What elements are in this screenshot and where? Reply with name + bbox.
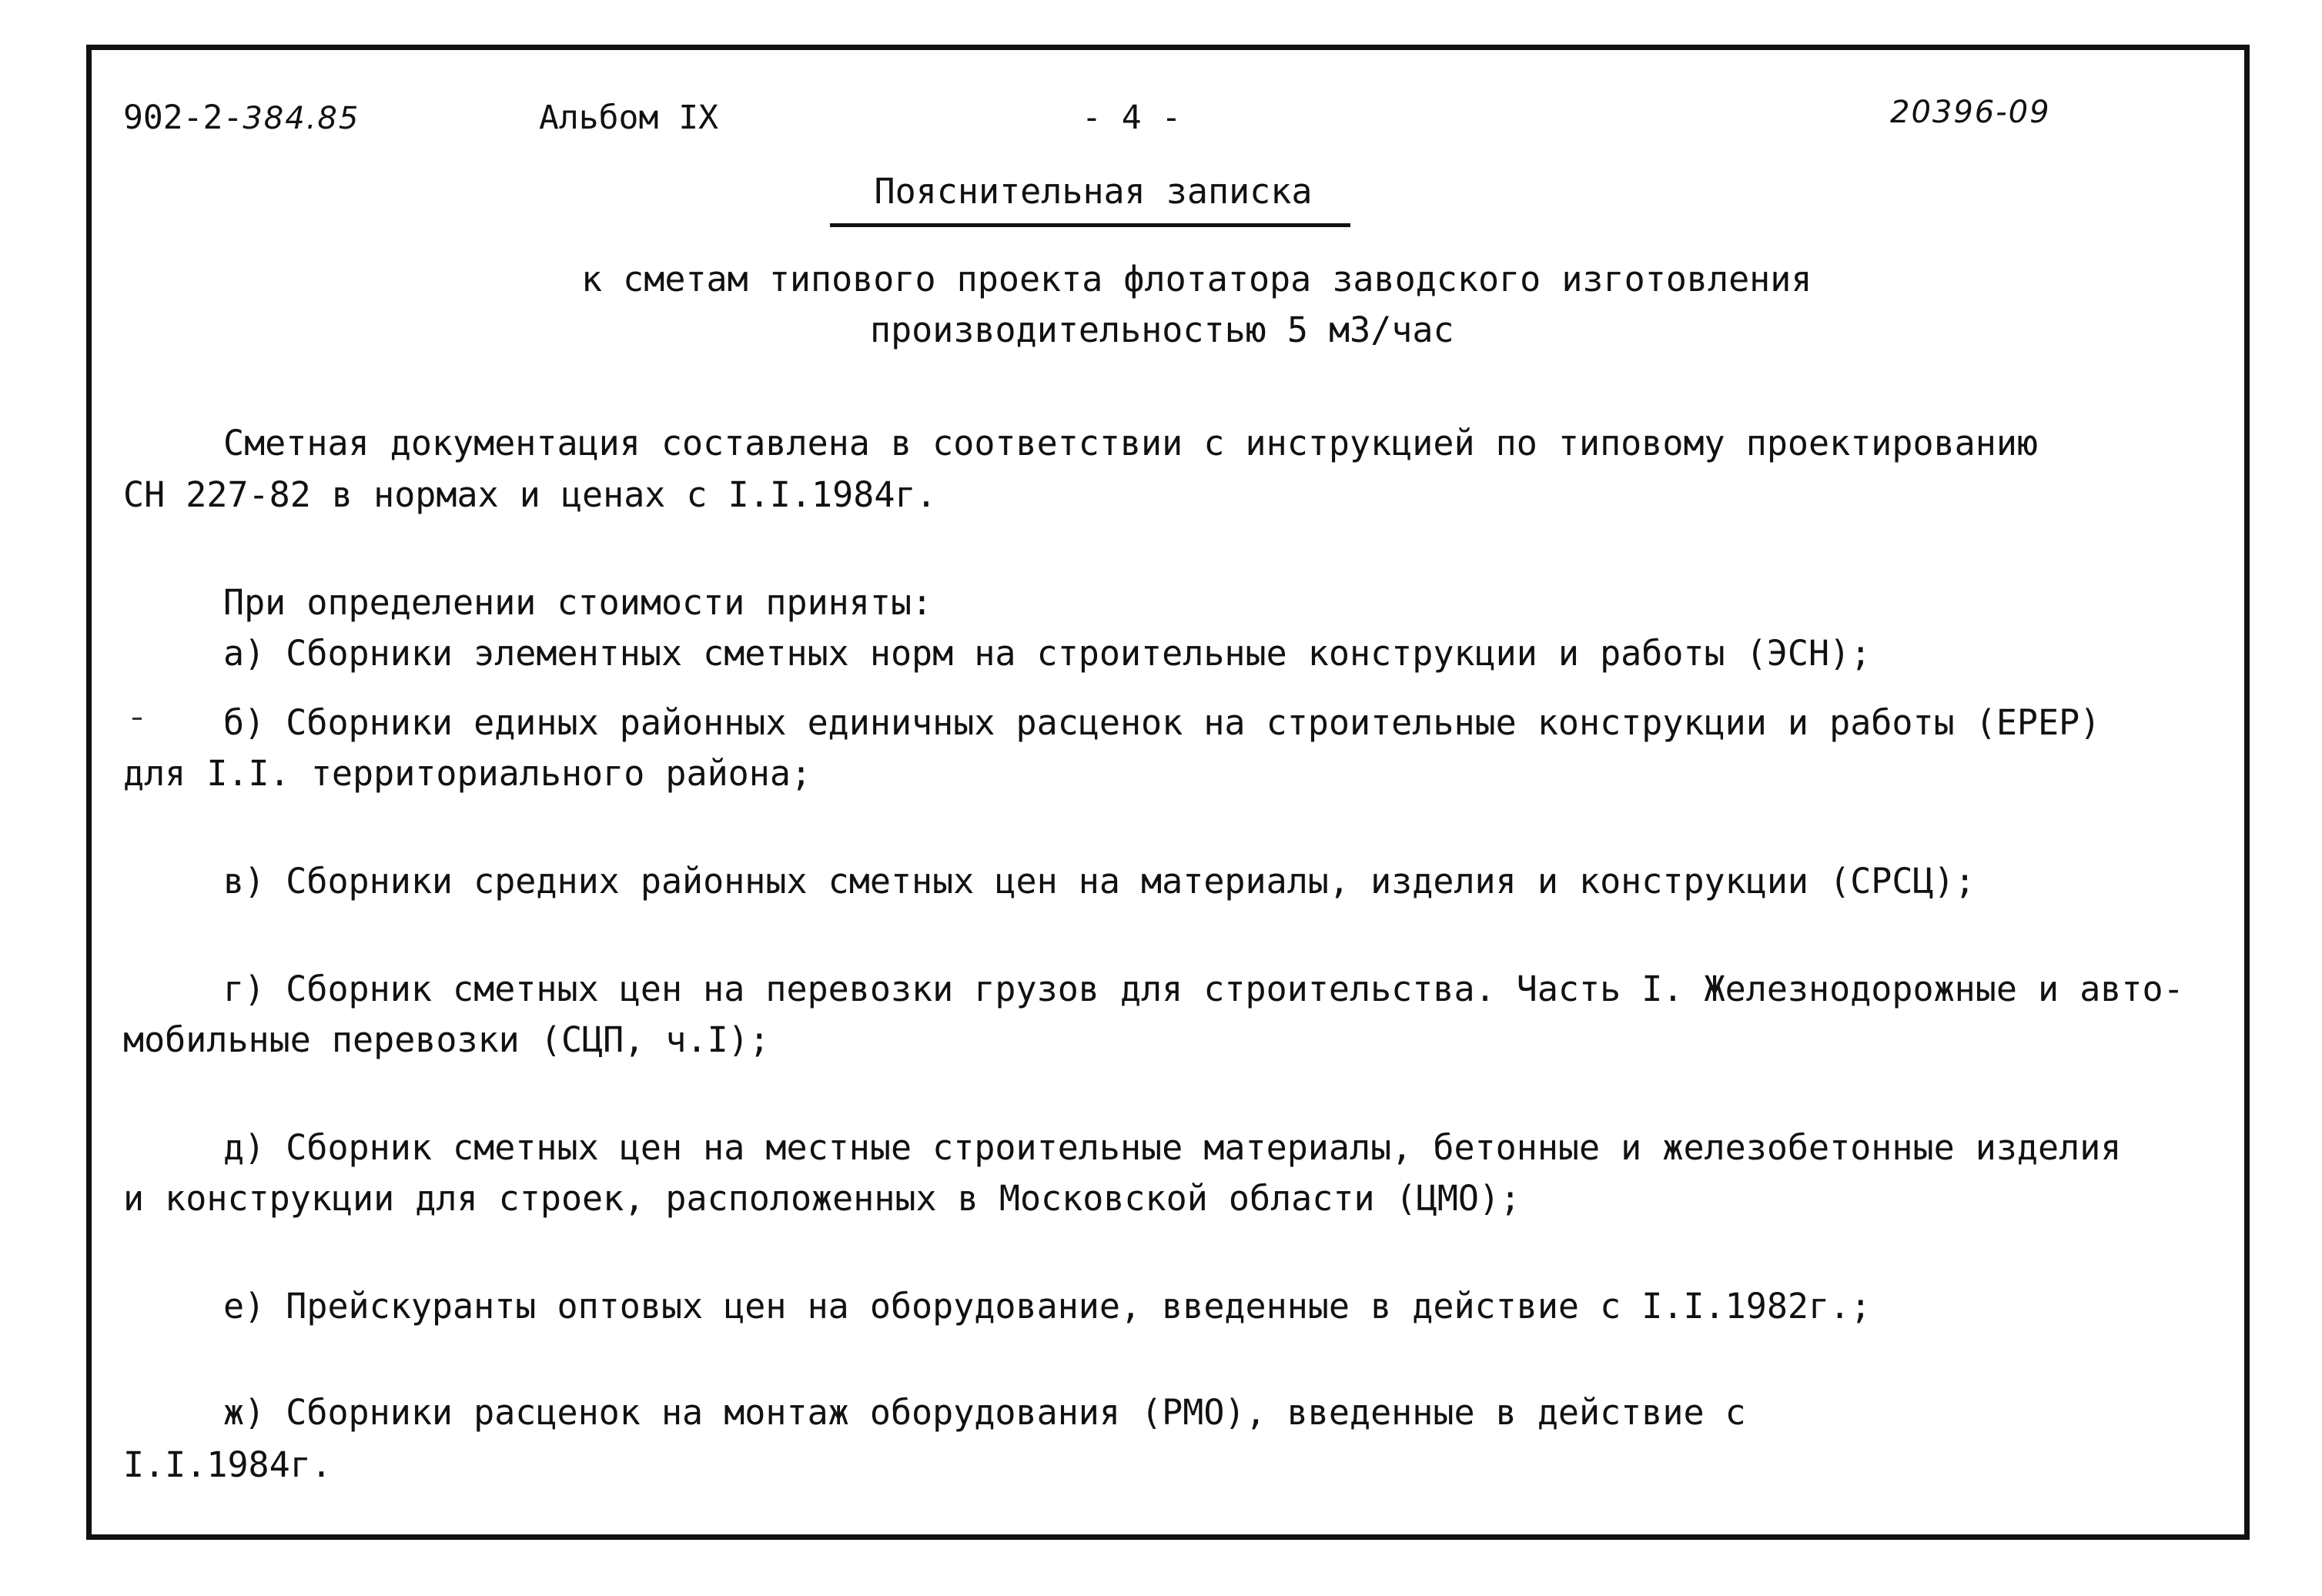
title-underline [830,223,1350,227]
list-item-b-line-1: б) Сборники единых районных единичных расценок на строительные конструкции и работы (ЕРЕР) [223,702,2101,743]
list-item-g-line-1: г) Сборник сметных цен на перевозки грузов для строительства. Часть I. Железнодорожные и авто- [223,969,2184,1009]
list-item-a: а) Сборники элементных сметных норм на строительные конструкции и работы (ЭСН); [223,633,1872,674]
list-item-g-line-2: мобильные перевозки (СЦП, ч.I); [123,1019,770,1060]
intro-paragraph-line-2: СН 227-82 в нормах и ценах с I.I.1984г. [123,474,937,515]
list-item-zh-line-2: I.I.1984г. [123,1444,332,1485]
stray-mark [132,718,142,720]
document-code-prefix: 902-2- [123,99,243,137]
intro-paragraph-line-1: Сметная документация составлена в соответствии с инструкцией по типовому проектированию [223,423,2039,463]
list-item-zh-line-1: ж) Сборники расценок на монтаж оборудования (РМО), введенные в действие с [223,1392,1746,1433]
list-item-v: в) Сборники средних районных сметных цен на материалы, изделия и конструкции (СРСЦ); [223,861,1976,902]
accepted-heading: При определении стоимости приняты: [223,582,933,623]
document-code-handwritten: 384.85 [243,101,360,136]
page-title: Пояснительная записка [874,171,1313,212]
album-label: Альбом IX [539,99,718,137]
list-item-e: е) Прейскуранты оптовых цен на оборудование, введенные в действие с I.I.1982г.; [223,1286,1872,1327]
list-item-b-line-2: для I.I. территориального района; [123,753,812,794]
list-item-d-line-1: д) Сборник сметных цен на местные строительные материалы, бетонные и железобетонные изделия [223,1127,2122,1168]
subtitle-line-2: производительностью 5 м3/час [870,309,1454,350]
document-code [123,99,360,137]
document-number: 20396-09 [1890,95,2051,130]
page-number: - 4 - [1082,99,1182,137]
list-item-d-line-2: и конструкции для строек, расположенных в Московской области (ЦМО); [123,1178,1521,1219]
subtitle-line-1: к сметам типового проекта флотатора заводского изготовления [581,259,1812,299]
